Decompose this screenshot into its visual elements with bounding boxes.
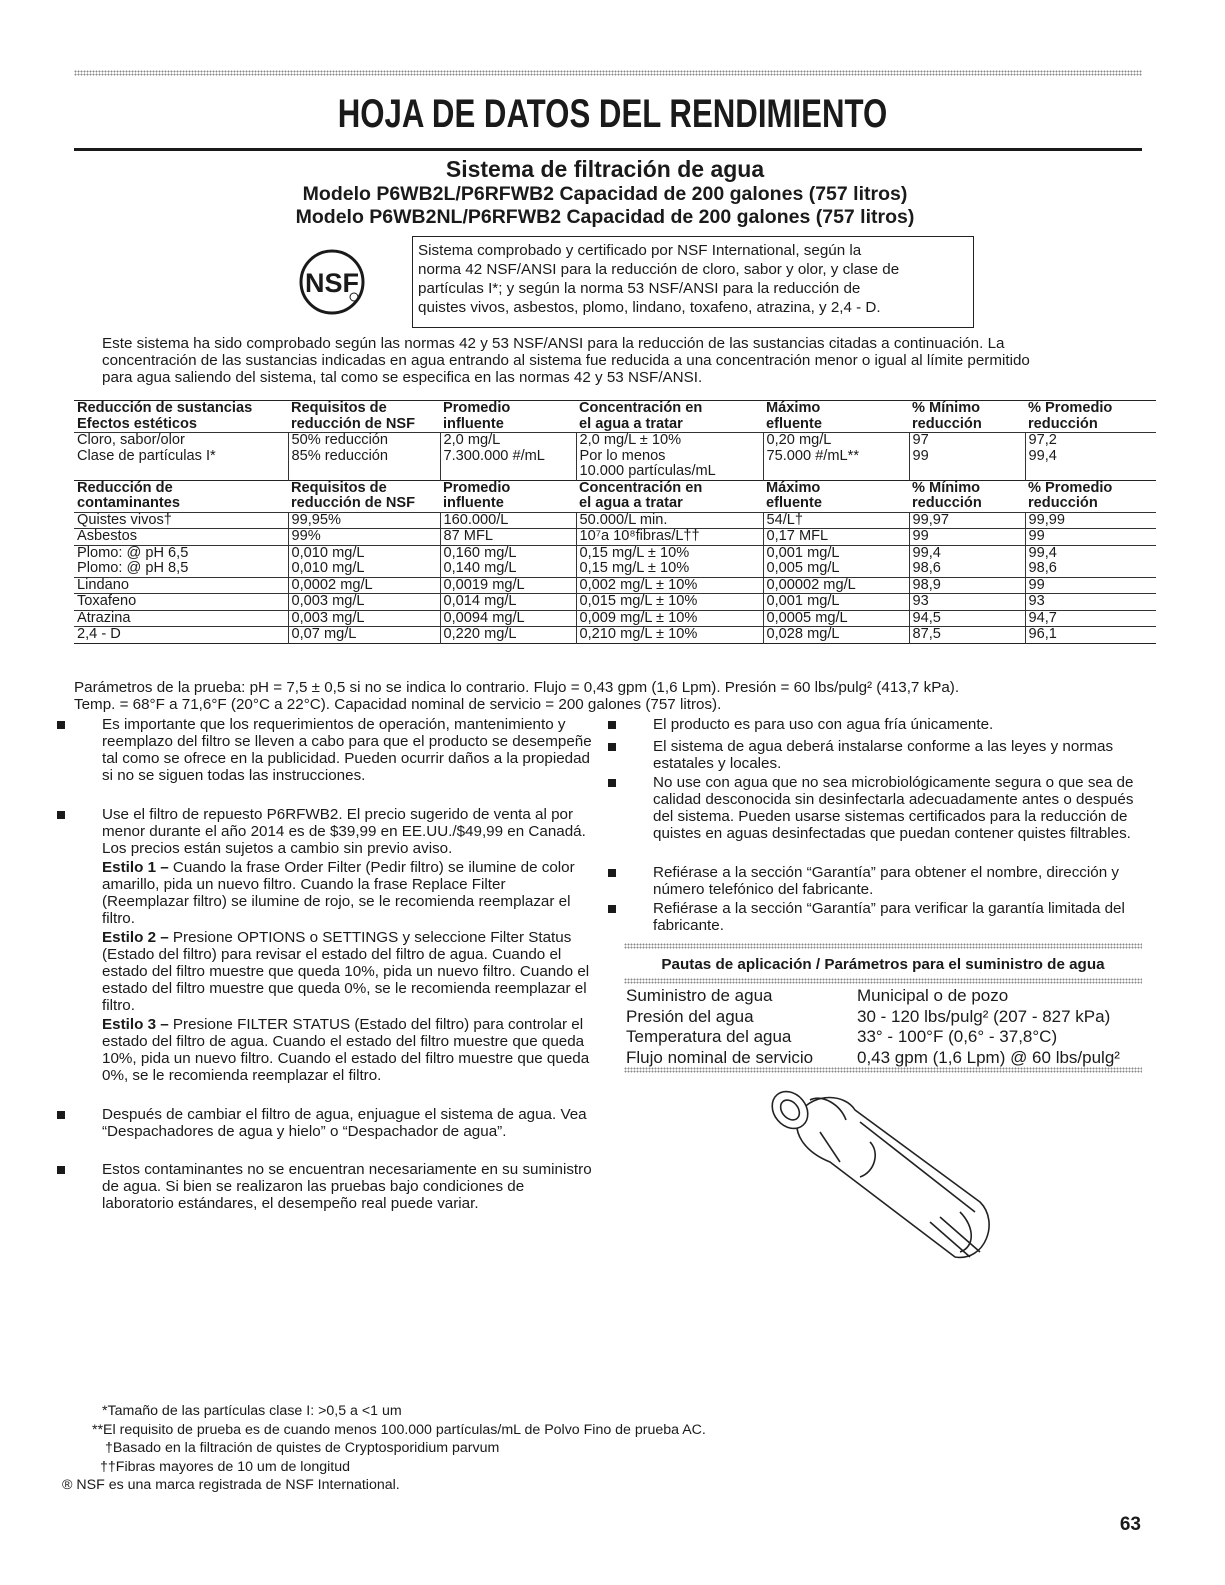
table-cell: 0,010 mg/L 0,010 mg/L — [288, 545, 440, 577]
guidelines-title-rule — [624, 978, 1142, 984]
style-1-paragraph — [102, 859, 592, 927]
model-line-2: Modelo P6WB2NL/P6RFWB2 Capacidad de 200 galones (757 litros) — [295, 206, 915, 228]
nsf-logo-text: NSF — [305, 268, 359, 298]
table-cell: Requisitos de reducción de NSF — [291, 479, 416, 511]
bullet-square — [57, 1166, 65, 1174]
nsf-certification-box — [412, 236, 974, 328]
intro-line: concentración de las sustancias indicadas en agua entrando al sistema fue reducida a una concentración menor o igual al límite permitido — [102, 352, 1030, 369]
table-cell: 97 99 — [909, 433, 1025, 481]
table-cell: 0,028 mg/L — [763, 627, 909, 644]
bullet-contaminants — [102, 1161, 592, 1212]
table-cell: 98,9 — [909, 577, 1025, 594]
subtitle: Sistema de filtración de agua — [445, 156, 765, 182]
guideline-value: 30 - 120 lbs/pulg² (207 - 827 kPa) — [857, 1006, 1111, 1026]
performance-table — [74, 400, 1156, 644]
test-parameters-line: Parámetros de la prueba: pH = 7,5 ± 0,5 si no se indica lo contrario. Flujo = 0,43 gpm (1,6 Lpm). Presión = 60 lbs/pulg² (413,7 kPa). — [74, 679, 960, 696]
bullet-text: El producto es para uso con agua fría únicamente. — [653, 716, 994, 733]
footnotes — [62, 1402, 706, 1495]
table-cell: Concentración en el agua a tratar — [579, 479, 703, 511]
table-cell: Toxafeno — [77, 593, 137, 609]
table-cell: 93 — [909, 594, 1025, 611]
bullet-text: Refiérase a la sección “Garantía” para obtener el nombre, dirección y número telefónico del fabricante. — [653, 864, 1119, 898]
footnote: ® NSF es una marca registrada de NSF International. — [62, 1477, 400, 1493]
bullet-text: El sistema de agua deberá instalarse conforme a las leyes y normas estatales y locales. — [653, 738, 1114, 772]
guidelines-top-rule — [624, 943, 1142, 949]
bullet-cold-water — [653, 716, 1143, 733]
table-cell: 0,002 mg/L ± 10% — [576, 577, 763, 594]
table-cell: 96,1 — [1025, 627, 1156, 644]
bullet-flush-system — [102, 1106, 592, 1140]
bullet-warranty-limited — [653, 900, 1143, 934]
intro-line: para agua saliendo del sistema, tal como se especifica en las normas 42 y 53 NSF/ANSI. — [102, 369, 703, 386]
style-2-text: Presione OPTIONS o SETTINGS y seleccione Filter Status (Estado del filtro) para revisar el estado del filtro de agua. Cuando el estado del filtro muestre que queda 10%, pida un nuevo filtro. Cuando el estado del filtro muestre que queda 0%, se le recomienda reemplazar el filtro. — [102, 929, 590, 1014]
footnote: ††Fibras mayores de 10 um de longitud — [100, 1458, 350, 1475]
bullet-text: No use con agua que no sea microbiológicamente segura o que sea de calidad desconocida sin desinfectarla adecuadamente antes o después del sistema. Pueden usarse sistemas certificados para la reducción de quistes en aguas desinfectadas que puedan contener quistes filtrables. — [653, 774, 1134, 842]
table-cell: 0,001 mg/L — [763, 594, 909, 611]
style-1-text: Cuando la frase Order Filter (Pedir filtro) se ilumine de color amarillo, pida un nuevo filtro. Cuando la frase Replace Filter (Reemplazar filtro) se ilumine de rojo, se le recomienda reemplazar el filtro. — [102, 859, 575, 927]
bullet-square — [608, 721, 616, 729]
bullet-operation — [102, 716, 592, 784]
nsf-box-line: Sistema comprobado y certificado por NSF International, según la — [418, 242, 862, 259]
title-rule — [74, 148, 1142, 151]
table-cell: 97,2 99,4 — [1025, 433, 1156, 481]
table-cell: 0,009 mg/L ± 10% — [576, 610, 763, 627]
bullet-warranty-contact — [653, 864, 1143, 898]
table-cell: Requisitos de reducción de NSF — [291, 400, 416, 432]
bullet-square — [608, 869, 616, 877]
table-cell: 10⁷a 10⁸fibras/L†† — [576, 529, 763, 546]
table-cell: 0,00002 mg/L — [763, 577, 909, 594]
bullet-text: Es importante que los requerimientos de operación, mantenimiento y reemplazo del filtro se lleven a cabo para que el producto se desempeñe tal como se ofrece en la publicidad. Pueden ocurrir daños a la propiedad si no se siguen todas las instrucciones. — [102, 716, 592, 784]
table-cell: 0,15 mg/L ± 10% 0,15 mg/L ± 10% — [576, 545, 763, 577]
table-row — [74, 512, 1156, 529]
table-cell: 93 — [1025, 594, 1156, 611]
table-cell: Quistes vivos† — [77, 511, 172, 528]
table-cell: Promedio influente — [443, 479, 511, 511]
table-cell: 160.000/L — [440, 512, 576, 529]
table-cell: 50.000/L min. — [576, 512, 763, 529]
test-parameters — [74, 679, 1154, 713]
guidelines-table — [626, 986, 1144, 1070]
bullet-square — [608, 905, 616, 913]
table-cell: 99,99 — [1025, 512, 1156, 529]
page-number: 63 — [1119, 1514, 1141, 1535]
table-cell: 99,4 98,6 — [1025, 545, 1156, 577]
guideline-label: Flujo nominal de servicio — [626, 1047, 814, 1067]
table-cell: 99,95% — [288, 512, 440, 529]
footnote: *Tamaño de las partículas clase I: >0,5 a <1 um — [102, 1403, 402, 1419]
table-row — [74, 577, 1156, 594]
guideline-value: 0,43 gpm (1,6 Lpm) @ 60 lbs/pulg² — [857, 1047, 1120, 1067]
bullet-replacement-filter — [102, 806, 592, 1084]
style-3-paragraph — [102, 1016, 592, 1084]
intro-paragraph — [102, 335, 1152, 386]
table-row — [74, 433, 1156, 481]
footnote: **El requisito de prueba es de cuando menos 100.000 partículas/mL de Polvo Fino de prueba AC. — [92, 1421, 706, 1438]
table-cell: 0,0002 mg/L — [288, 577, 440, 594]
test-parameters-line: Temp. = 68°F a 71,6°F (20°C a 22°C). Capacidad nominal de servicio = 200 galones (757 litros). — [74, 696, 722, 713]
table-cell: % Mínimo reducción — [912, 400, 982, 432]
bullet-square — [608, 779, 616, 787]
bullet-square — [57, 1111, 65, 1119]
table-row — [74, 627, 1156, 644]
table-cell: 0,220 mg/L — [440, 627, 576, 644]
table-cell: 2,0 mg/L ± 10% Por lo menos 10.000 partículas/mL — [576, 433, 763, 481]
nsf-box-line: partículas I*; y según la norma 53 NSF/ANSI para la reducción de — [418, 280, 861, 297]
page-title: HOJA DE DATOS DEL RENDIMIENTO — [337, 92, 888, 136]
intro-line: Este sistema ha sido comprobado según las normas 42 y 53 NSF/ANSI para la reducción de las sustancias citadas a continuación. La — [102, 335, 1005, 352]
table-row — [74, 610, 1156, 627]
guidelines-bottom-rule — [624, 1067, 1142, 1073]
water-filter-illustration — [760, 1082, 1000, 1272]
table-cell: % Mínimo reducción — [912, 479, 982, 511]
style-3-label: Estilo 3 – — [102, 1016, 169, 1033]
table-cell: 0,07 mg/L — [288, 627, 440, 644]
guideline-value: 33° - 100°F (0,6° - 37,8°C) — [857, 1027, 1058, 1046]
bullet-text: Estos contaminantes no se encuentran necesariamente en su suministro de agua. Si bien se realizaron las pruebas bajo condiciones de laboratorio estándares, el desempeño real puede variar. — [102, 1161, 592, 1212]
table-row — [74, 545, 1156, 577]
table-cell: 99 — [1025, 577, 1156, 594]
table-row — [74, 529, 1156, 546]
table-cell: Concentración en el agua a tratar — [579, 400, 703, 432]
bullet-text: Use el filtro de repuesto P6RFWB2. El precio sugerido de venta al por menor durante el año 2014 es de $39,99 en EE.UU./$49,99 en Canadá. Los precios están sujetos a cambio sin previo aviso. — [102, 806, 586, 857]
table-cell: 54/L† — [763, 512, 909, 529]
table-cell: 99 — [909, 529, 1025, 546]
style-2-label: Estilo 2 – — [102, 929, 169, 946]
guideline-value: Municipal o de pozo — [857, 986, 1009, 1005]
table-cell: Reducción de contaminantes — [77, 479, 180, 511]
table-cell: 99 — [1025, 529, 1156, 546]
guideline-label: Suministro de agua — [626, 986, 773, 1005]
guidelines-title: Pautas de aplicación / Parámetros para el suministro de agua — [661, 956, 1105, 973]
guideline-label: Presión del agua — [626, 1006, 754, 1026]
table-cell: 0,160 mg/L 0,140 mg/L — [440, 545, 576, 577]
table-cell: 99,97 — [909, 512, 1025, 529]
bullet-square — [608, 743, 616, 751]
bullet-install-laws — [653, 738, 1143, 772]
table-cell: 50% reducción 85% reducción — [288, 433, 440, 481]
table-cell: 99% — [288, 529, 440, 546]
table-cell: 0,001 mg/L 0,005 mg/L — [763, 545, 909, 577]
footnote: †Basado en la filtración de quistes de Cryptosporidium parvum — [105, 1440, 500, 1456]
table-cell: Lindano — [77, 576, 129, 593]
bullet-square — [57, 811, 65, 819]
table-cell: 2,0 mg/L 7.300.000 #/mL — [440, 433, 576, 481]
bullet-water-safety — [653, 774, 1143, 842]
table-cell: 0,20 mg/L 75.000 #/mL** — [763, 433, 909, 481]
model-line-1: Modelo P6WB2L/P6RFWB2 Capacidad de 200 galones (757 litros) — [302, 183, 908, 205]
style-3-text: Presione FILTER STATUS (Estado del filtro) para controlar el estado del filtro de agua. Cuando el estado del filtro muestre que queda 10%, pida un nuevo filtro. Cuando el estado del filtro muestre que queda 0%, se le recomienda reemplazar el filtro. — [102, 1016, 590, 1084]
table-cell: 0,0019 mg/L — [440, 577, 576, 594]
table-cell: Asbestos — [77, 528, 138, 544]
table-cell: Máximo efluente — [766, 479, 822, 511]
table-cell: % Promedio reducción — [1028, 479, 1113, 511]
table-cell: Plomo: @ pH 6,5 Plomo: @ pH 8,5 — [77, 544, 189, 576]
table-cell: 0,0005 mg/L — [763, 610, 909, 627]
table-header-row — [74, 401, 1156, 433]
table-cell: % Promedio reducción — [1028, 400, 1113, 432]
table-cell: 94,7 — [1025, 610, 1156, 627]
table-cell: Máximo efluente — [766, 400, 822, 432]
nsf-logo — [298, 248, 366, 316]
table-row — [74, 594, 1156, 611]
table-cell: 0,0094 mg/L — [440, 610, 576, 627]
table-cell: 0,003 mg/L — [288, 594, 440, 611]
table-cell: 87,5 — [909, 627, 1025, 644]
guideline-label: Temperatura del agua — [626, 1027, 792, 1046]
style-1-label: Estilo 1 – — [102, 859, 169, 876]
nsf-box-line: quistes vivos, asbestos, plomo, lindano, toxafeno, atrazina, y 2,4 - D. — [418, 299, 881, 316]
top-dotted-rule — [74, 70, 1142, 76]
table-cell: Cloro, sabor/olor Clase de partículas I* — [77, 432, 216, 464]
table-cell: 94,5 — [909, 610, 1025, 627]
table-cell: Atrazina — [77, 609, 131, 626]
bullet-square — [57, 721, 65, 729]
table-cell: 0,014 mg/L — [440, 594, 576, 611]
table-cell: 0,015 mg/L ± 10% — [576, 594, 763, 611]
table-cell: 0,17 MFL — [763, 529, 909, 546]
table-cell: 99,4 98,6 — [909, 545, 1025, 577]
table-cell: Reducción de sustancias Efectos estéticos — [77, 400, 253, 432]
bullet-text: Refiérase a la sección “Garantía” para verificar la garantía limitada del fabricante. — [653, 900, 1125, 934]
table-cell: 2,4 - D — [77, 626, 121, 642]
table-header-row — [74, 480, 1156, 512]
table-cell: 0,210 mg/L ± 10% — [576, 627, 763, 644]
table-cell: 0,003 mg/L — [288, 610, 440, 627]
table-cell: 87 MFL — [440, 529, 576, 546]
table-cell: Promedio influente — [443, 400, 511, 432]
nsf-box-line: norma 42 NSF/ANSI para la reducción de cloro, sabor y olor, y clase de — [418, 261, 900, 278]
style-2-paragraph — [102, 929, 592, 1014]
bullet-text: Después de cambiar el filtro de agua, enjuague el sistema de agua. Vea “Despachadores de agua y hielo” o “Despachador de agua”. — [102, 1106, 587, 1140]
